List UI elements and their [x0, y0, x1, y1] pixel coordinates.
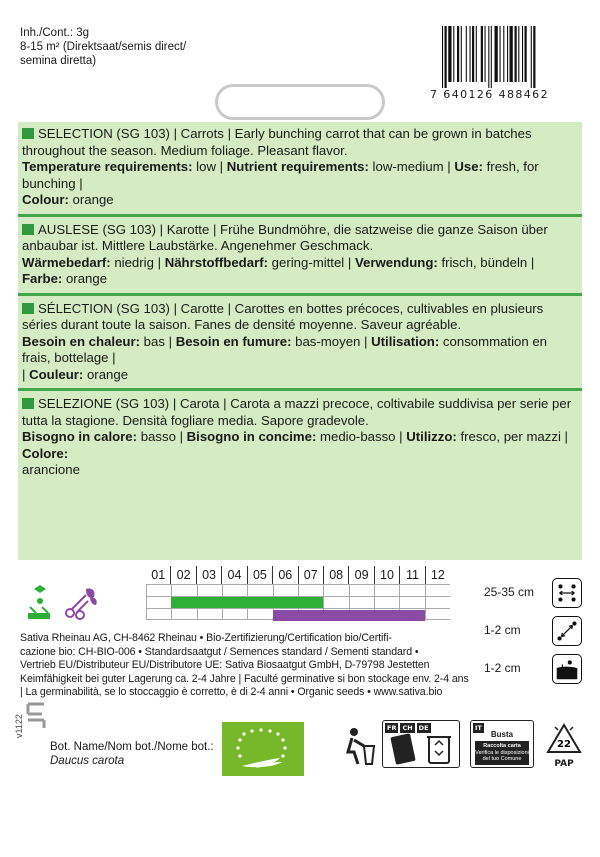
month-label: 03 — [196, 566, 221, 584]
flag-ch: CH — [402, 724, 413, 732]
calendar-cell — [171, 585, 196, 596]
use-label: Utilisation: — [371, 333, 440, 349]
green-square-icon — [22, 398, 34, 409]
temp-value: basso | — [137, 429, 187, 444]
company-line: cazione bio: CH-BIO-006 • Standardsaatgut / Semences standard / Sementi standard • — [20, 645, 419, 658]
lang-block-de — [18, 218, 582, 292]
month-label: 12 — [425, 566, 450, 584]
calendar-cell — [374, 597, 399, 608]
barcode-bar — [485, 26, 486, 82]
row-spacing — [482, 578, 582, 608]
content-weight: Inh./Cont.: 3g — [20, 27, 90, 39]
month-label: 04 — [221, 566, 246, 584]
barcode — [440, 26, 580, 88]
pap-number: 22 — [557, 739, 571, 750]
botanical-label: Bot. Name/Nom bot./Nome bot.: — [50, 741, 214, 753]
barcode-bar — [442, 26, 443, 88]
pap-label: PAP — [554, 759, 574, 769]
barcode-bar — [476, 26, 477, 82]
barcode-bar — [518, 26, 519, 82]
row-spacing-value: 25-35 cm — [484, 585, 535, 599]
barcode-bar — [507, 26, 508, 82]
green-square-icon — [22, 303, 34, 314]
company-line: Keimfähigkeit bei guter Lagerung ca. 2-4 Jahre | Faculté germinative si bon stockage env. 2-4 ans — [20, 672, 469, 685]
use-label: Verwendung: — [354, 254, 438, 270]
spacing-specs — [482, 578, 582, 692]
barcode-bar — [491, 26, 492, 88]
company-line: | La germinabilità, se lo stoccaggio è corretto, è di 2-4 anni • Organic seeds • www.sativa.bio — [20, 686, 443, 699]
sowing-icon — [28, 585, 50, 619]
sowing-calendar — [146, 566, 450, 620]
nutr-label: Besoin en fumure: — [175, 333, 292, 349]
barcode-bar — [481, 26, 483, 82]
temp-value: low | — [192, 159, 227, 174]
calendar-cell — [222, 609, 247, 619]
sowing-depth — [482, 654, 582, 684]
barcode-bar — [472, 26, 474, 82]
calendar-cell — [323, 585, 348, 596]
temp-label: Bisogno in calore: — [22, 429, 138, 444]
colour-value: arancione — [22, 462, 80, 477]
calendar-row — [146, 584, 450, 596]
colour-label: Colour: — [22, 192, 69, 207]
month-header — [146, 566, 450, 584]
company-line: Sativa Rheinau AG, CH-8462 Rheinau • Bio-Zertifizierung/Certification bio/Certifi- — [20, 632, 392, 644]
package-info — [20, 26, 186, 68]
calendar-cell — [247, 585, 272, 596]
busta-note-line: del tuo Comune — [482, 756, 522, 762]
flag-it: IT — [475, 724, 482, 732]
month-label: 06 — [272, 566, 297, 584]
sowing-period-bar — [171, 597, 323, 608]
busta-label: Busta — [490, 730, 514, 739]
calendar-cell — [222, 585, 247, 596]
calendar-cell — [171, 609, 196, 619]
company-line: Vertrieb EU/Distributeur EU/Distributore UE: Sativa Biosaatgut GmbH, D-79798 Jestetten — [20, 659, 430, 672]
barcode-bar — [495, 26, 498, 82]
barcode-bar — [515, 26, 517, 82]
lang-block-en — [18, 122, 582, 213]
area-line-1: 8-15 m² (Direktsaat/semis direct/ — [20, 41, 187, 53]
calendar-cell — [399, 597, 424, 608]
colour-label: Couleur: — [29, 366, 84, 382]
barcode-bar — [503, 26, 504, 82]
disposal-person-icon — [344, 726, 380, 766]
barcode-bar — [525, 26, 527, 82]
barcode-bar — [445, 26, 447, 88]
nutr-value: low-medium | — [368, 159, 455, 174]
use-label: Use: — [454, 159, 483, 174]
calendar-cell — [146, 585, 171, 596]
busta-note — [475, 741, 529, 765]
intro-text: AUSLESE (SG 103) | Karotte | Frühe Bundmöhre, die satzweise die ganze Saison über anbaubar ist. Mittlere Laubstärke. Angenehmer Geschmack. — [22, 221, 548, 253]
month-label: 09 — [348, 566, 373, 584]
nutr-label: Nährstoffbedarf: — [164, 254, 268, 270]
harvest-scissors-icon — [66, 588, 97, 619]
busta-note-line: Raccolta carta — [483, 743, 521, 749]
botanical-name-value: Daucus carota — [50, 755, 125, 767]
recycle-triangle-icon — [544, 722, 584, 756]
month-label: 02 — [170, 566, 195, 584]
colour-value: orange — [83, 366, 129, 382]
month-label: 05 — [247, 566, 272, 584]
plant-spacing-value: 1-2 cm — [484, 623, 521, 637]
barcode-bar — [453, 26, 454, 82]
calendar-cell — [197, 585, 222, 596]
sow-harvest-icons — [24, 583, 102, 623]
intro-text: SELECTION (SG 103) | Carrots | Early bunching carrot that can be grown in batches throughout the season. Medium foliage. Pleasant flavor. — [22, 126, 532, 158]
barcode-bar — [488, 26, 489, 88]
month-label: 11 — [399, 566, 424, 584]
calendar-cell — [349, 597, 374, 608]
calendar-cell — [399, 585, 424, 596]
flag-de: DE — [418, 724, 429, 732]
calendar-cell — [146, 609, 171, 619]
plant-spacing — [482, 616, 582, 646]
recycle-arrow-icon — [24, 700, 50, 730]
calendar-cell — [298, 585, 323, 596]
temp-label: Temperature requirements: — [22, 159, 193, 174]
sowing-depth-value: 1-2 cm — [484, 661, 521, 675]
use-value: frisch, bündeln | — [437, 254, 535, 270]
version-code: v1122 — [14, 714, 24, 738]
pap-recycling-mark — [544, 722, 584, 769]
italian-disposal-box — [470, 720, 534, 768]
intro-text: SELEZIONE (SG 103) | Carota | Carota a mazzi precoce, coltivabile suddivisa per serie per tutta la stagione. Densità fogliare media. Sapore gradevole. — [22, 396, 572, 428]
nutr-label: Bisogno in concime: — [186, 429, 317, 444]
eu-organic-leaf-logo — [222, 722, 304, 776]
lang-block-fr — [18, 297, 582, 388]
use-value: fresco, per mazzi | — [456, 429, 568, 444]
calendar-cell — [349, 585, 374, 596]
busta-note-line: Verifica le disposizioni — [475, 749, 529, 756]
barcode-bar — [510, 26, 513, 82]
nutr-label: Nutrient requirements: — [226, 159, 369, 174]
barcode-bar — [448, 26, 451, 82]
calendar-cell — [425, 597, 450, 608]
colour-label: Colore: — [22, 445, 69, 461]
use-label: Utilizzo: — [406, 429, 457, 444]
calendar-cell — [273, 585, 298, 596]
barcode-bar — [470, 26, 471, 82]
nutr-value: medio-basso | — [316, 429, 407, 444]
packet-bin-icon — [383, 721, 461, 769]
month-label: 08 — [323, 566, 348, 584]
nutr-value: gering-mittel | — [268, 254, 355, 270]
nutr-value: bas-moyen | — [291, 333, 372, 349]
area-line-2: semina diretta) — [20, 55, 97, 67]
temp-value: bas | — [140, 333, 176, 349]
flag-fr: FR — [387, 724, 397, 732]
green-square-icon — [22, 128, 34, 139]
month-label: 01 — [151, 568, 166, 582]
barcode-bar — [533, 26, 535, 88]
month-label: 10 — [374, 566, 399, 584]
barcode-bar — [461, 26, 462, 82]
temp-value: niedrig | — [110, 254, 165, 270]
calendar-cell — [197, 609, 222, 619]
barcode-number: 7 640126 488462 — [430, 88, 549, 101]
calendar-cell — [425, 585, 450, 596]
use-value: fresh, for bunching | — [22, 159, 539, 191]
harvest-period-bar — [273, 610, 425, 621]
calendar-cell — [425, 609, 450, 619]
temp-label: Wärmebedarf: — [22, 254, 111, 270]
separator — [18, 293, 582, 296]
barcode-bar — [500, 26, 501, 82]
plant-spacing-icon — [552, 616, 582, 646]
calendar-cell — [323, 597, 348, 608]
botanical-name — [50, 740, 214, 768]
separator — [18, 214, 582, 217]
hang-hole — [215, 84, 385, 120]
barcode-bar — [466, 26, 467, 82]
green-square-icon — [22, 224, 34, 235]
barcode-bar — [531, 26, 532, 88]
company-info — [20, 632, 478, 700]
intro-text: SÉLECTION (SG 103) | Carotte | Carottes en bottes précoces, cultivables en plusieurs séries durant toute la saison. Fanes de densité moyenne. Saveur agréable. — [22, 300, 544, 332]
temp-label: Besoin en chaleur: — [22, 333, 140, 349]
colour-value: orange — [68, 192, 114, 207]
separator — [18, 388, 582, 391]
sowing-depth-icon — [552, 654, 582, 684]
colour-label: Farbe: — [22, 271, 63, 286]
lang-block-it — [18, 392, 582, 483]
pipe: | — [22, 366, 30, 382]
colour-value: orange — [62, 271, 108, 286]
barcode-bar — [457, 26, 459, 82]
barcode-bar — [522, 26, 523, 82]
month-label: 07 — [298, 566, 323, 584]
country-disposal-box — [382, 720, 460, 768]
calendar-cell — [374, 585, 399, 596]
calendar-cell — [247, 609, 272, 619]
description-panel — [18, 122, 582, 560]
row-spacing-icon — [552, 578, 582, 608]
calendar-cell — [146, 597, 171, 608]
use-value: consommation en frais, bottelage | — [22, 333, 548, 365]
